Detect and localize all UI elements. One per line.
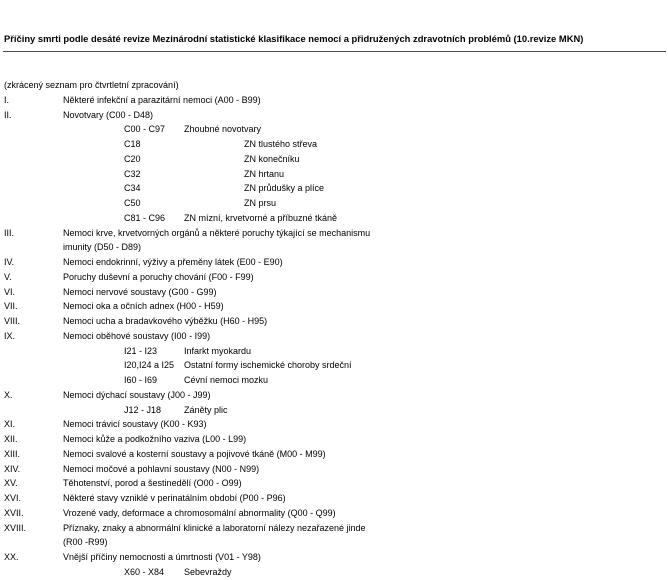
- chapter-number: II.: [4, 110, 12, 120]
- title-divider: [3, 51, 666, 52]
- diagnosis-description: ZN průdušky a plíce: [244, 183, 325, 193]
- diagnosis-code: I60 - I69: [124, 375, 158, 385]
- chapter-title: Nemoci oka a očních adnex (H00 - H59): [63, 301, 224, 311]
- diagnosis-description: Sebevraždy: [184, 567, 232, 577]
- chapter-title: Poruchy duševní a poruchy chování (F00 - F99): [63, 272, 254, 282]
- chapter-number: XVI.: [4, 493, 22, 503]
- chapter-number: IX.: [4, 331, 16, 341]
- chapter-title: Nemoci kůže a podkožního vaziva (L00 - L99): [63, 434, 247, 444]
- diagnosis-description: Záněty plic: [184, 405, 228, 415]
- chapter-number: XI.: [4, 419, 16, 429]
- chapter-number: VIII.: [4, 316, 21, 326]
- diagnosis-description: Infarkt myokardu: [184, 346, 252, 356]
- diagnosis-code: I21 - I23: [124, 346, 158, 356]
- chapter-title: Nemoci močové a pohlavní soustavy (N00 - N99): [63, 464, 260, 474]
- chapter-title: (R00 -R99): [63, 537, 108, 547]
- chapter-title: Příznaky, znaky a abnormální klinické a laboratorní nálezy nezařazené jinde: [63, 523, 366, 533]
- diagnosis-description: ZN tlustého střeva: [244, 139, 318, 149]
- diagnosis-description: Cévní nemoci mozku: [184, 375, 269, 385]
- chapter-title: Novotvary (C00 - D48): [63, 110, 154, 120]
- chapter-title: imunity (D50 - D89): [63, 242, 142, 252]
- chapter-number: X.: [4, 390, 13, 400]
- chapter-title: Nemoci endokrinní, výživy a přeměny látek (E00 - E90): [63, 257, 283, 267]
- diagnosis-code: C20: [124, 154, 141, 164]
- diagnosis-code: C32: [124, 169, 141, 179]
- chapter-title: Nemoci dýchací soustavy (J00 - J99): [63, 390, 211, 400]
- chapter-title: Nemoci svalové a kosterní soustavy a pojivové tkáně (M00 - M99): [63, 449, 326, 459]
- diagnosis-code: C00 - C97: [124, 124, 166, 134]
- diagnosis-code: C34: [124, 183, 141, 193]
- list-note: (zkrácený seznam pro čtvrtletní zpracování): [4, 80, 179, 90]
- chapter-number: XII.: [4, 434, 18, 444]
- chapter-number: IV.: [4, 257, 15, 267]
- chapter-title: Některé infekční a parazitární nemoci (A00 - B99): [63, 95, 261, 105]
- diagnosis-description: ZN hrtanu: [244, 169, 285, 179]
- chapter-title: Nemoci krve, krvetvorných orgánů a některé poruchy týkající se mechanismu: [63, 228, 371, 238]
- diagnosis-code: J12 - J18: [124, 405, 162, 415]
- diagnosis-code: C18: [124, 139, 141, 149]
- chapter-number: XV.: [4, 478, 18, 488]
- diagnosis-description: ZN mízní, krvetvorné a příbuzné tkáně: [184, 213, 338, 223]
- diagnosis-code: I20,I24 a I25: [124, 360, 175, 370]
- diagnosis-code: X60 - X84: [124, 567, 165, 577]
- chapter-number: XVIII.: [4, 523, 27, 533]
- diagnosis-code: C50: [124, 198, 141, 208]
- chapter-number: III.: [4, 228, 15, 238]
- document-title: Příčiny smrti podle desáté revize Mezinárodní statistické klasifikace nemocí a přidružených zdravotních problémů (10.revize MKN): [4, 33, 584, 44]
- chapter-number: I.: [4, 95, 10, 105]
- chapter-number: XX.: [4, 552, 19, 562]
- chapter-title: Nemoci nervové soustavy (G00 - G99): [63, 287, 217, 297]
- chapter-title: Některé stavy vzniklé v perinatálním období (P00 - P96): [63, 493, 286, 503]
- chapter-title: Vrozené vady, deformace a chromosomální abnormality (Q00 - Q99): [63, 508, 336, 518]
- diagnosis-description: ZN konečníku: [244, 154, 300, 164]
- diagnosis-code: C81 - C96: [124, 213, 166, 223]
- chapter-number: VII.: [4, 301, 18, 311]
- chapter-number: XVII.: [4, 508, 24, 518]
- chapter-title: Nemoci trávicí soustavy (K00 - K93): [63, 419, 207, 429]
- chapter-title: Vnější příčiny nemocnosti a úmrtnosti (V01 - Y98): [63, 552, 261, 562]
- chapter-number: V.: [4, 272, 12, 282]
- chapter-number: VI.: [4, 287, 16, 297]
- diagnosis-description: ZN prsu: [244, 198, 277, 208]
- diagnosis-description: Zhoubné novotvary: [184, 124, 262, 134]
- chapter-number: XIII.: [4, 449, 21, 459]
- chapter-title: Těhotenství, porod a šestinedělí (O00 - O99): [63, 478, 242, 488]
- chapter-number: XIV.: [4, 464, 21, 474]
- chapter-title: Nemoci oběhové soustavy (I00 - I99): [63, 331, 211, 341]
- diagnosis-description: Ostatní formy ischemické choroby srdeční: [184, 360, 352, 370]
- chapter-title: Nemoci ucha a bradavkového výběžku (H60 - H95): [63, 316, 268, 326]
